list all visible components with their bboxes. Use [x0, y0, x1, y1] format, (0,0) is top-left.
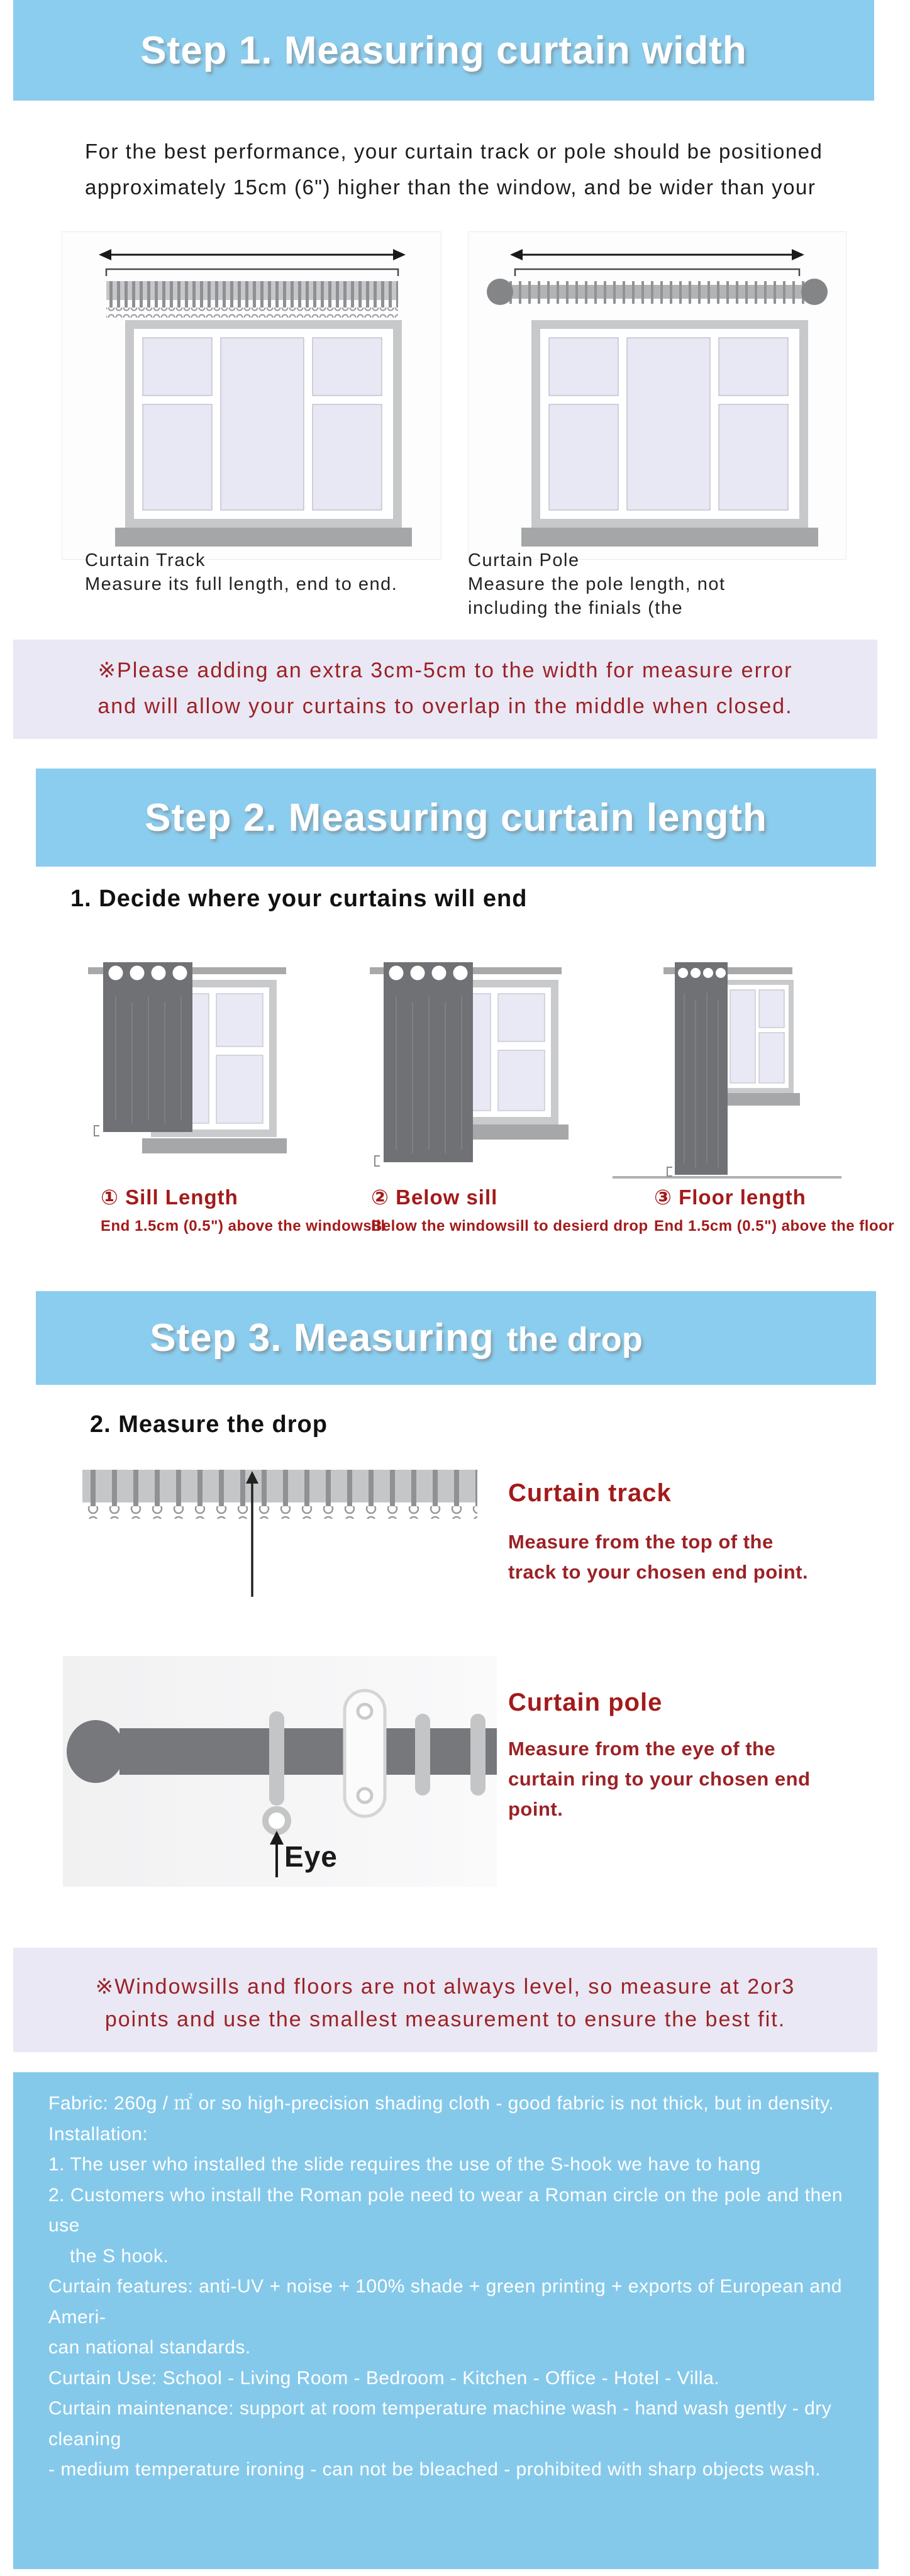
curtain-track-caption-title: Curtain Track [85, 550, 206, 570]
step2-banner [36, 769, 876, 867]
measure-bracket [106, 269, 398, 276]
pole-drop-desc-line2: curtain ring to your chosen end [508, 1768, 811, 1790]
eye-arrow-icon [270, 1831, 284, 1877]
measure-bracket [515, 269, 799, 276]
pole-drop-diagram [63, 1656, 497, 1887]
floor-line [613, 1176, 841, 1179]
details-use: Curtain Use: School - Living Room - Bedroom - Kitchen - Office - Hotel - Villa. [48, 2367, 720, 2389]
curtain-pole-icon [487, 279, 828, 305]
pole-drop-drawing [63, 1656, 497, 1887]
option3-heading: ③ Floor length [654, 1185, 806, 1209]
track-drop-desc-line1: Measure from the top of the [508, 1531, 774, 1553]
track-drop-diagram [82, 1465, 477, 1603]
details-fabric: Fabric: 260g / ㎡ or so high-precision shading cloth - good fabric is not thick, but in density. [48, 2093, 835, 2114]
measure-mark [375, 1156, 380, 1166]
option1-heading: ① Sill Length [101, 1185, 238, 1209]
step3-subheading: 2. Measure the drop [90, 1411, 328, 1438]
curtain-icon [384, 962, 473, 1162]
floor-length-drawing [491, 958, 843, 1223]
pole-drop-desc-line3: point. [508, 1798, 563, 1820]
finial-right-icon [801, 279, 828, 305]
sill-icon [715, 1093, 800, 1106]
curtain-pole-caption-line2: including the finials (the [468, 598, 684, 618]
step1-banner-title: Step 1. Measuring curtain width [140, 28, 747, 72]
window-icon [521, 320, 818, 547]
curtain-pole-window-drawing [469, 232, 846, 559]
track-drop-drawing [82, 1465, 477, 1603]
details-installation-heading: Installation: [48, 2123, 148, 2145]
details-installation-2b: the S hook. [70, 2245, 169, 2267]
measure-mark [667, 1167, 672, 1176]
level-measure-note [13, 1948, 877, 2052]
option2-heading: ② Below sill [371, 1185, 498, 1209]
sill-length-drawing [63, 958, 302, 1223]
curtain-pole-caption-line1: Measure the pole length, not [468, 574, 726, 594]
step3-banner [36, 1291, 876, 1385]
details-maintenance-cont: - medium temperature ironing - can not be bleached - prohibited with sharp objects wash. [48, 2459, 821, 2480]
step1-intro-line2: approximately 15cm (6") higher than the window, and be wider than your [85, 175, 816, 199]
option3-desc: End 1.5cm (0.5") above the floor [654, 1218, 895, 1235]
finial-left-icon [487, 279, 513, 305]
curtain-track-window-diagram [62, 231, 441, 560]
width-note-line2: and will allow your curtains to overlap in the middle when closed. [97, 694, 793, 718]
pole-drop-title: Curtain pole [508, 1689, 663, 1716]
details-installation-1: 1. The user who installed the slide requires the use of the S-hook we have to hang [48, 2154, 761, 2175]
window-icon [115, 320, 412, 547]
step1-banner [13, 0, 874, 101]
window-icon [715, 980, 800, 1106]
details-maintenance: Curtain maintenance: support at room temperature machine wash - hand wash gently - dry cleaning [48, 2398, 832, 2450]
curtain-icon [675, 962, 728, 1175]
pole-drop-desc-line1: Measure from the eye of the [508, 1738, 776, 1760]
curtain-track-icon [82, 1470, 477, 1519]
curtain-pole-window-diagram [468, 231, 846, 560]
level-note-line2: points and use the smallest measurement to ensure the best fit. [104, 2007, 786, 2031]
track-drop-desc [508, 1527, 808, 1587]
curtain-track-caption-line: Measure its full length, end to end. [85, 574, 398, 594]
track-drop-desc-line2: track to your chosen end point. [508, 1561, 809, 1583]
details-installation-2: 2. Customers who install the Roman pole need to wear a Roman circle on the pole and then use [48, 2184, 843, 2236]
curtain-ring-icon [470, 1714, 486, 1796]
product-details-panel [13, 2072, 879, 2569]
curtain-pole-caption-title: Curtain Pole [468, 550, 580, 570]
curtain-ring-icon [415, 1714, 430, 1796]
level-note-line1: ※Windowsills and floors are not always level, so measure at 2or3 [95, 1975, 796, 1999]
sill-length-diagram [63, 958, 302, 1223]
curtain-icon [103, 962, 192, 1132]
step3-banner-title: Step 3. Measuring [150, 1316, 494, 1360]
measure-mark [94, 1126, 99, 1136]
width-arrow-icon [510, 249, 804, 260]
width-arrow-icon [99, 249, 406, 260]
details-features-cont: can national standards. [48, 2337, 251, 2358]
step1-intro [85, 133, 823, 205]
curtain-pole-caption [468, 548, 726, 620]
ring-eye-icon [265, 1809, 288, 1832]
track-drop-title: Curtain track [508, 1479, 672, 1507]
curtain-track-window-drawing [62, 232, 441, 559]
step3-banner-subtitle: the drop [506, 1321, 643, 1358]
floor-length-diagram [491, 958, 843, 1223]
option1-desc: End 1.5cm (0.5") above the windowsill [101, 1218, 386, 1235]
width-note-line1: ※Please adding an extra 3cm-5cm to the width for measure error [97, 658, 793, 682]
curtain-track-icon [106, 281, 398, 318]
finial-icon [67, 1720, 125, 1783]
pole-drop-desc [508, 1734, 811, 1824]
bracket-plate-icon [345, 1690, 385, 1816]
width-measure-note [13, 640, 877, 739]
sill-icon [142, 1138, 287, 1153]
eye-label: Eye [284, 1840, 338, 1873]
curtain-track-caption [85, 548, 397, 596]
option2-desc: Below the windowsill to desierd drop [371, 1218, 648, 1235]
details-features: Curtain features: anti-UV + noise + 100% shade + green printing + exports of European and Ameri- [48, 2276, 842, 2328]
step2-banner-title: Step 2. Measuring curtain length [145, 796, 767, 840]
step1-intro-line1: For the best performance, your curtain track or pole should be positioned [85, 140, 823, 163]
step2-subheading: 1. Decide where your curtains will end [70, 886, 528, 912]
